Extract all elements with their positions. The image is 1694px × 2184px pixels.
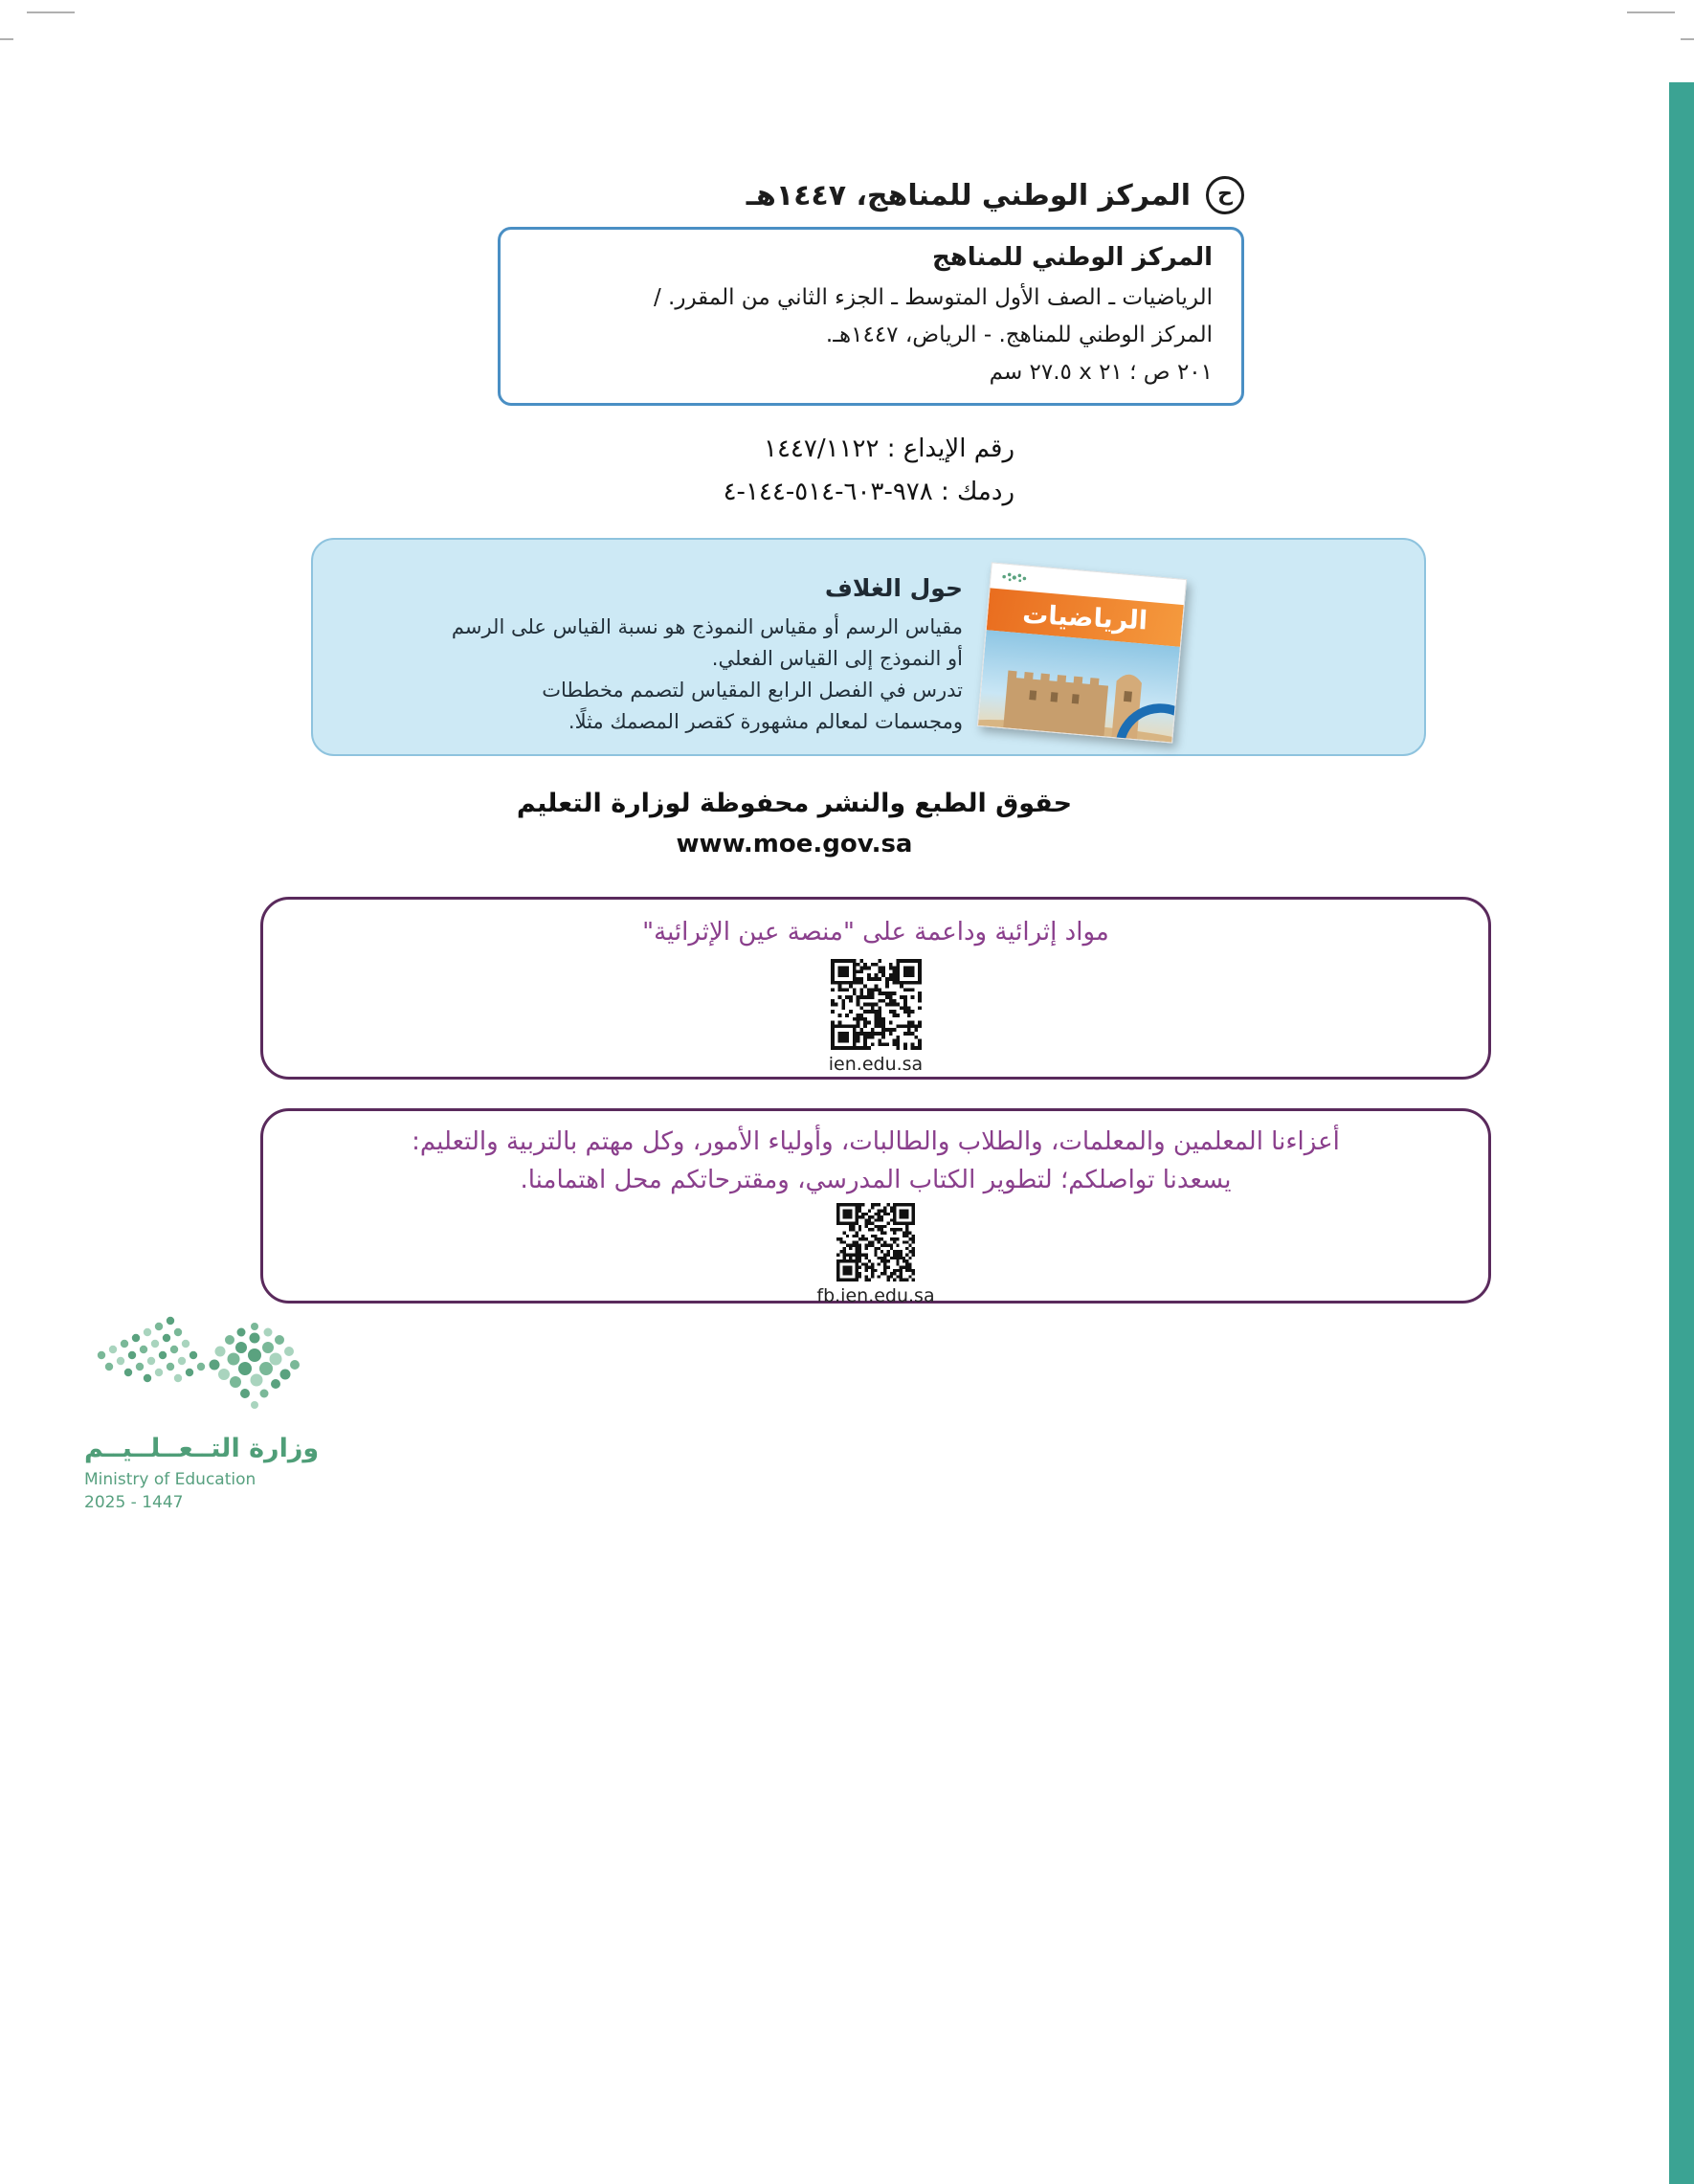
cip-title: المركز الوطني للمناهج bbox=[931, 243, 1213, 272]
ministry-logo-block bbox=[84, 1313, 352, 1512]
fb-ien-link-label: fb.ien.edu.sa bbox=[816, 1285, 935, 1306]
rights-block bbox=[311, 789, 1278, 858]
copyright-text: المركز الوطني للمناهج، ١٤٤٧هـ bbox=[746, 178, 1191, 212]
crop-mark-top-left bbox=[27, 11, 75, 13]
copyright-line bbox=[747, 176, 1244, 214]
about-cover-line: أو النموذج إلى القياس الفعلي. bbox=[711, 647, 963, 670]
crop-mark-left-edge bbox=[0, 38, 13, 40]
about-cover-title: حول الغلاف bbox=[824, 574, 963, 602]
page-edge-bar bbox=[1669, 82, 1694, 2184]
cip-line: الرياضيات ـ الصف الأول المتوسط ـ الجزء الثاني من المقرر. / bbox=[654, 285, 1213, 310]
about-cover-box bbox=[311, 538, 1426, 756]
feedback-line: يسعدنا تواصلكم؛ لتطوير الكتاب المدرسي، ومقترحاتكم محل اهتمامنا. bbox=[520, 1166, 1232, 1194]
about-cover-line: مقياس الرسم أو مقياس النموذج هو نسبة القياس على الرسم bbox=[451, 615, 963, 638]
about-cover-text bbox=[446, 574, 963, 738]
ministry-logotype: وزارة التــعــلــيــم bbox=[84, 1434, 320, 1463]
feedback-box bbox=[260, 1108, 1491, 1304]
rights-statement: حقوق الطبع والنشر محفوظة لوزارة التعليم bbox=[516, 789, 1073, 818]
deposit-number: رقم الإيداع : ١٤٤٧/١١٢٢ bbox=[764, 435, 1014, 463]
cover-photo bbox=[978, 630, 1180, 742]
isbn-number: ردمك : ٩٧٨-٦٠٣-٥١٤-١٤٤-٤ bbox=[723, 478, 1014, 506]
ministry-logo-dots-icon bbox=[84, 1313, 312, 1426]
enrichment-text: مواد إثرائية وداعمة على "منصة عين الإثرائية" bbox=[642, 918, 1109, 947]
cip-line: ٢٠١ ص ؛ ٢١ x ٢٧.٥ سم bbox=[989, 360, 1213, 385]
moe-url: www.moe.gov.sa bbox=[676, 830, 913, 858]
ien-qr-code bbox=[831, 959, 922, 1050]
fb-ien-qr-code bbox=[836, 1203, 915, 1281]
registration-block bbox=[724, 428, 1014, 514]
edition-years: 2025 - 1447 bbox=[84, 1493, 184, 1512]
cover-ministry-logo-icon bbox=[998, 568, 1034, 587]
cover-book-title: الرياضيات bbox=[1021, 599, 1148, 636]
enrichment-box bbox=[260, 897, 1491, 1080]
book-cover-thumbnail bbox=[977, 562, 1187, 743]
crop-mark-right-edge bbox=[1681, 38, 1694, 40]
cip-box bbox=[498, 227, 1244, 406]
crop-mark-top-right bbox=[1627, 11, 1675, 13]
feedback-line: أعزاءنا المعلمين والمعلمات، والطلاب والطالبات، وأولياء الأمور، وكل مهتم بالتربية والتعليم: bbox=[412, 1127, 1340, 1156]
arabic-copyright-icon: ح bbox=[1206, 176, 1244, 214]
cip-line: المركز الوطني للمناهج. - الرياض، ١٤٤٧هـ. bbox=[825, 323, 1213, 347]
ministry-name-en: Ministry of Education bbox=[84, 1470, 256, 1489]
cover-swoosh-graphic bbox=[1116, 684, 1182, 744]
about-cover-line: تدرس في الفصل الرابع المقياس لتصمم مخططات bbox=[542, 679, 963, 702]
about-cover-line: ومجسمات لمعالم مشهورة كقصر المصمك مثلًا. bbox=[568, 710, 963, 733]
ien-link-label: ien.edu.sa bbox=[828, 1054, 924, 1075]
